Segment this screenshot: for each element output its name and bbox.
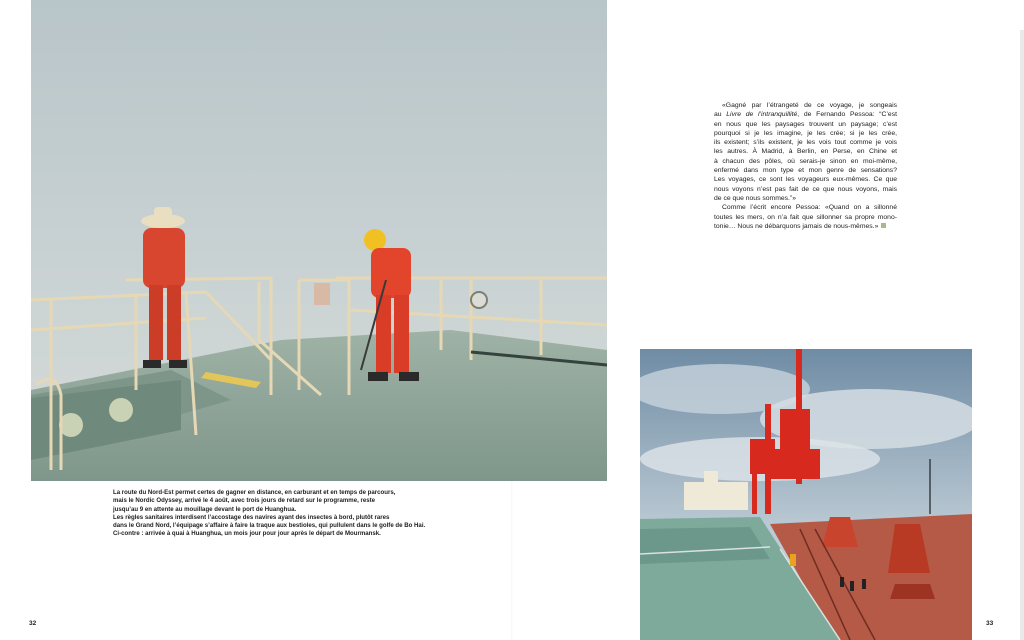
page-number-right: 33 [986, 620, 994, 627]
quote-line: pourquoi si je les imagine, je les crée; si je les crée, [714, 129, 897, 137]
quote-line: nous voyons n’est pas fait de ce que nous voyons, mais [714, 185, 897, 193]
photo-deck-workers-in-fog [31, 0, 607, 481]
quote-line-part: au [714, 111, 727, 119]
quote-line: «Gagné par l’étrangeté de ce voyage, je songeais [722, 102, 897, 109]
caption-line: La route du Nord-Est permet certes de gagner en distance, en carburant et en temps de parcours, [113, 489, 396, 496]
quote-line: Comme l’écrit encore Pessoa: «Quand on a sillonné [722, 204, 897, 212]
caption-line: dans le Grand Nord, l’équipage s’affaire à faire la traque aux bestioles, qui pullulent dans le golfe de Bo Hai. [113, 522, 426, 530]
quote-line: enfermé dans mon type et mon genre de sensations? [714, 167, 897, 175]
caption-line: Ci-contre : arrivée à quai à Huanghua, un mois jour pour jour après le départ de Mourmansk. [113, 530, 381, 538]
page-edge [1020, 30, 1024, 640]
quote-line-part: , de Fernando Pessoa: “C’est [797, 111, 897, 119]
quote-line: de ce que nous sommes.”» [714, 194, 796, 202]
quote-line: en nous que les paysages trouvent un paysage; c’est [714, 120, 897, 128]
photo-caption [113, 489, 458, 539]
page-number-left: 32 [29, 620, 37, 627]
quote-line: Les voyages, ce sont les voyageurs eux-mêmes. Ce que [714, 176, 897, 184]
deck-photo-illustration [31, 0, 607, 481]
quote-line [714, 222, 897, 231]
end-of-article-mark [881, 223, 886, 228]
book-title: Livre de l’intranquillité [726, 111, 798, 119]
caption-line: mais le Nordic Odyssey, arrivé le 4 août, avec trois jours de retard sur le programme, reste [113, 497, 376, 505]
caption-line: Les règles sanitaires interdisent l’accostage des navires ayant des insectes à bord, plutôt rares [113, 513, 390, 521]
quote-line: les autres. À Madrid, à Berlin, en Perse, en Chine et [714, 148, 897, 156]
quote-line: ils existent; s’ils existent, je les vois tout comme je vois [714, 139, 897, 147]
crane-photo-illustration [640, 349, 972, 640]
caption-line: jusqu’au 9 en attente au mouillage devant le port de Huanghua. [113, 505, 297, 513]
quote-line: toutes les mers, on n’a fait que sillonner sa propre mono- [714, 213, 897, 221]
quote-line: à chacun des pôles, où serais-je sinon en moi-même, [714, 157, 897, 165]
quote-line [714, 110, 897, 119]
pessoa-quote-column [714, 101, 897, 231]
quote-line-part: tonie… Nous ne débarquons jamais de nous-mêmes.» [714, 222, 879, 230]
photo-port-cranes [640, 349, 972, 640]
